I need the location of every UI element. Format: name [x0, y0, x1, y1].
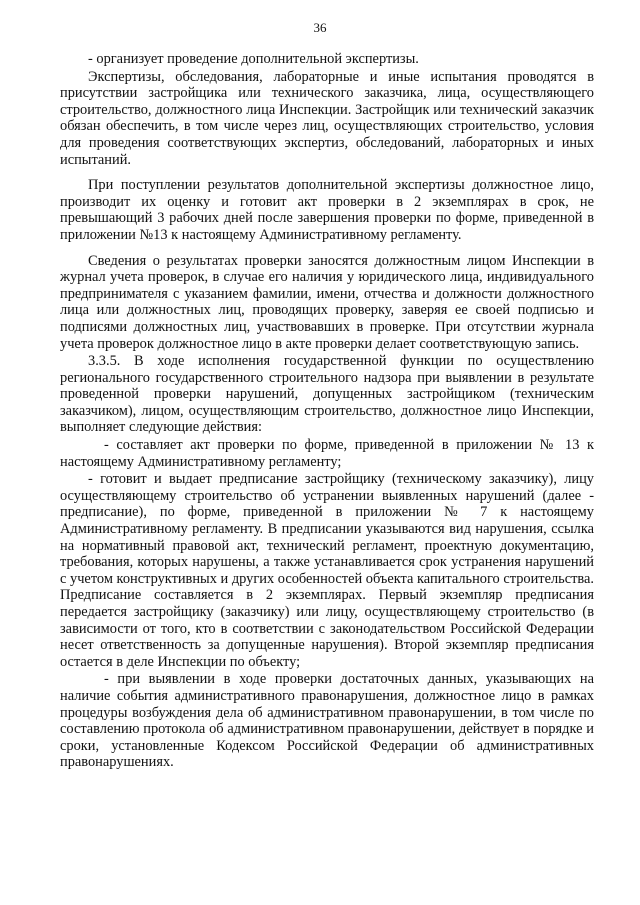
paragraph-additional-expertise: - организует проведение дополнительной экспертизы.	[88, 51, 419, 67]
page-number: 36	[313, 20, 327, 35]
paragraph-bullet-administrative: - при выявлении в ходе проверки достаточных данных, указывающих на наличие события административного правонарушения, должностное лицо в рамках процедуры возбуждения дела об административном правонарушении, в том числе по составлению протокола об административном правонарушении, действует в порядке и сроки, установленные Кодексом Российской Федерации об административных правонарушениях.	[60, 671, 594, 771]
paragraph-bullet-prescription: - готовит и выдает предписание застройщику (техническому заказчику), лицу осуществляющему строительство об устранении выявленных нарушений (далее - предписание), по форме, приведенной в приложении № 7 к настоящему Административному регламенту. В предписании указываются вид нарушения, ссылка на нормативный правовой акт, технический регламент, проектную документацию, требования, которых нарушены, а также устанавливается срок устранения нарушений с учетом конструктивных и других особенностей объекта капитального строительства. Предписание составляется в 2 экземплярах. Первый экземпляр предписания передается застройщику (заказчику) или лицу, осуществляющему строительство (в зависимости от того, кто в соответствии с законодательством Российской Федерации несет ответственность за допущенные нарушения). Второй экземпляр предписания остается в деле Инспекции по объекту;	[60, 471, 594, 670]
paragraph-expertise-presence: Экспертизы, обследования, лабораторные и иные испытания проводятся в присутствии застройщика или технического заказчика, лица, осуществляющего строительство, должностного лица Инспекции. Застройщик или технический заказчик обязан обеспечить, в том числе через лиц, осуществляющих строительство, условия для проведения соответствующих экспертиз, обследований, лабораторных и иных испытаний.	[60, 68, 594, 168]
paragraph-inspection-journal: Сведения о результатах проверки заносятся должностным лицом Инспекции в журнал учета проверок, в случае его наличия у юридического лица, индивидуального предпринимателя с указанием фамилии, имени, отчества и должности должностного лица или должностных лиц, проводящих проверку, заверяя ее своей подписью и подписями должностных лиц, участвовавших в проверке. При отсутствии журнала учета проверок должностное лицо в акте проверки делает соответствующую запись.	[60, 252, 594, 352]
paragraph-expertise-results: При поступлении результатов дополнительной экспертизы должностное лицо, производит их оценку и готовит акт проверки в 2 экземплярах в срок, не превышающий 3 рабочих дней после завершения проверки по форме, приведенной в приложении №13 к настоящему Административному регламенту.	[60, 177, 594, 243]
document-body	[60, 51, 594, 771]
paragraph-section-3-3-5: 3.3.5. В ходе исполнения государственной функции по осуществлению регионального государственного строительного надзора при выявлении в результате проведенной проверки нарушений, допущенных застройщиком (техническим заказчиком), лицом, осуществляющим строительство, должностное лицо Инспекции, выполняет следующие действия:	[60, 353, 594, 436]
paragraph-bullet-act: - составляет акт проверки по форме, приведенной в приложении № 13 к настоящему Административному регламенту;	[60, 437, 594, 470]
